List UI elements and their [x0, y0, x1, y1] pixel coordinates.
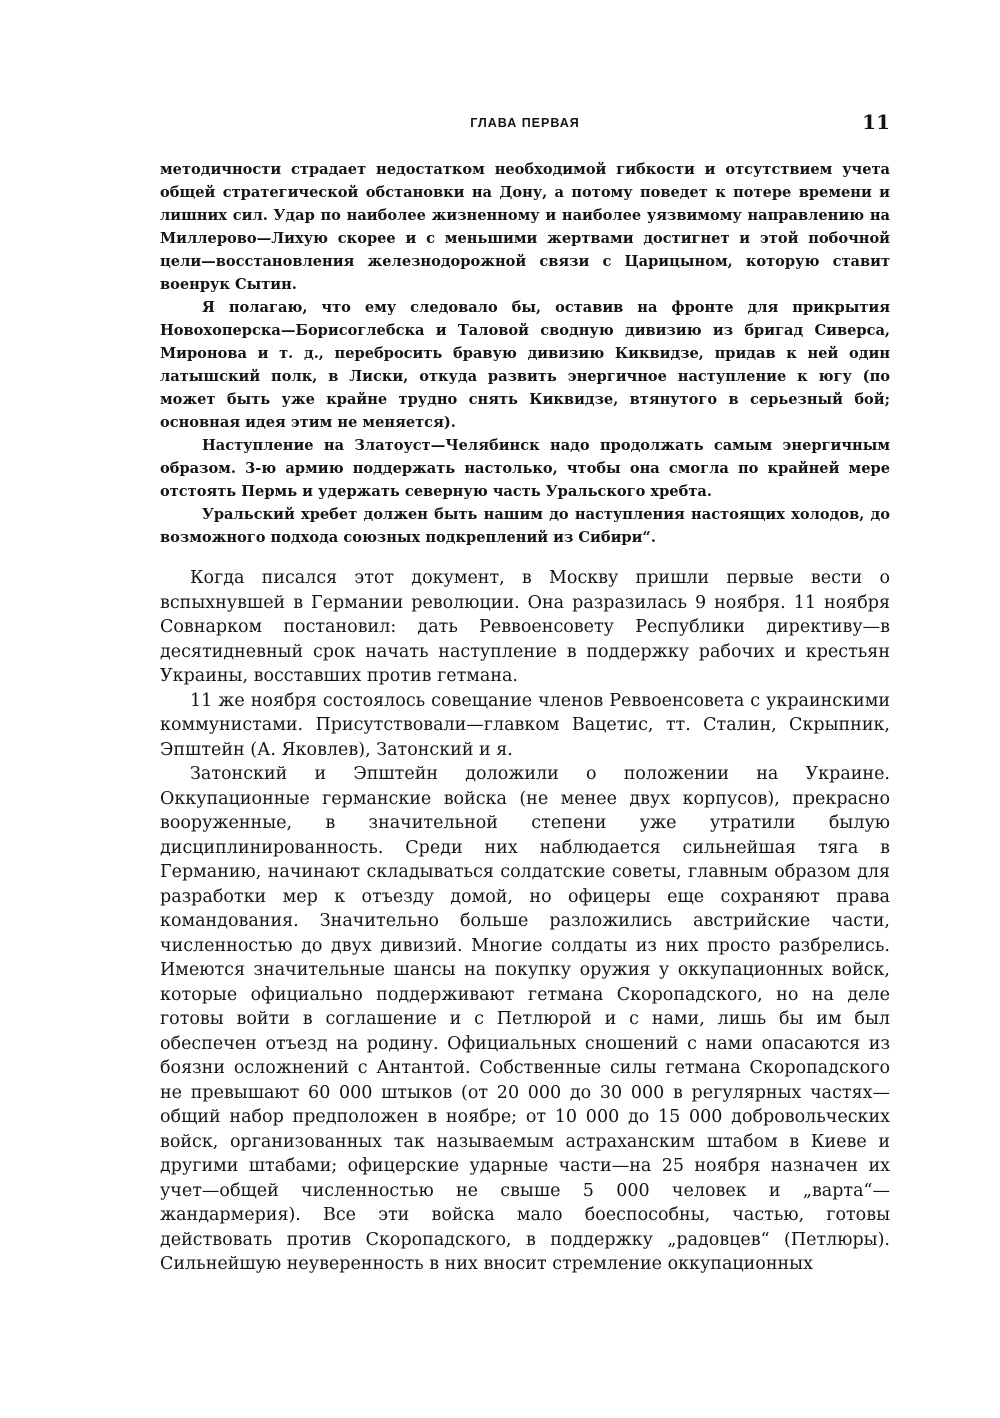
body-paragraph: Затонский и Эпштейн доложили о положении на Украине. Оккупационные германские войска (не менее двух корпусов), прекрасно вооруженные, в значительной степени уже утратили былую дисциплинированность. Среди них наблюдается сильнейшая тяга в Германию, начинают складываться солдатские советы, главным образом для разработки мер к отъезду домой, но офицеры еще сохраняют права командования. Значительно больше разложились австрийские части, численностью до двух дивизий. Многие солдаты из них просто разбрелись. Имеются значительные шансы на покупку оружия у оккупационных войск, которые официально поддерживают гетмана Скоропадского, но на деле готовы войти в соглашение и с Петлюрой и с нами, лишь бы им был обеспечен отъезд на родину. Официальных сношений с нами опасаются из боязни осложнений с Антантой. Собственные силы гетмана Скоропадского не превышают 60 000 штыков (от 20 000 до 30 000 в регулярных частях—общий набор предположен в ноябре; от 10 000 до 15 000 добровольческих войск, организованных так называемым астраханским штабом в Киеве и другими штабами; офицерские ударные части—на 25 ноября назначен их учет—общей численностью не свыше 5 000 человек и „варта“—жандармерия). Все эти войска мало боеспособны, частью, готовы действовать против Скоропадского, в поддержку „радовцев“ (Петлюры). Сильнейшую неуверенность в них вносит стремление оккупационных	[160, 764, 890, 1274]
main-text	[160, 566, 890, 1277]
body-paragraph: Когда писался этот документ, в Москву пришли первые вести о вспыхнувшей в Германии революции. Она разразилась 9 ноября. 11 ноября Совнарком постановил: дать Реввоенсовету Республики директиву—в десятидневный срок начать наступление в поддержку рабочих и крестьян Украины, восставших против гетмана.	[160, 568, 890, 686]
quote-paragraph: Уральский хребет должен быть нашим до наступления настоящих холодов, до возможного подхода союзных подкреплений из Сибири“.	[160, 506, 890, 546]
quote-paragraph: Наступление на Златоуст—Челябинск надо продолжать самым энергичным образом. 3-ю армию поддержать настолько, чтобы она смогла по крайней мере отстоять Пермь и удержать северную часть Уральского хребта.	[160, 437, 890, 500]
quote-paragraph: Я полагаю, что ему следовало бы, оставив на фронте для прикрытия Новохоперска—Борисоглебска и Таловой сводную дивизию из бригад Сиверса, Миронова и т. д., перебросить бравую дивизию Киквидзе, придав к ней один латышский полк, в Лиски, откуда развить энергичное наступление к югу (по может быть уже крайне трудно снять Киквидзе, втянутого в серьезный бой; основная идея этим не меняется).	[160, 299, 890, 431]
quoted-document	[160, 158, 890, 549]
running-header	[160, 112, 890, 136]
chapter-title: ГЛАВА ПЕРВАЯ	[470, 116, 580, 130]
body-paragraph: 11 же ноября состоялось совещание членов Реввоенсовета с украинскими коммунистами. Присутствовали—главком Вацетис, тт. Сталин, Скрыпник, Эпштейн (А. Яковлев), Затонский и я.	[160, 690, 890, 760]
quote-paragraph: методичности страдает недостатком необходимой гибкости и отсутствием учета общей стратегической обстановки на Дону, а потому поведет к потере времени и лишних сил. Удар по наиболее жизненному и наиболее уязвимому направлению на Миллерово—Лихую скорее и с меньшими жертвами достигнет и этой побочной цели—восстановления железнодорожной связи с Царицыном, которую ставит военрук Сытин.	[160, 161, 890, 293]
page-number: 11	[862, 110, 890, 134]
